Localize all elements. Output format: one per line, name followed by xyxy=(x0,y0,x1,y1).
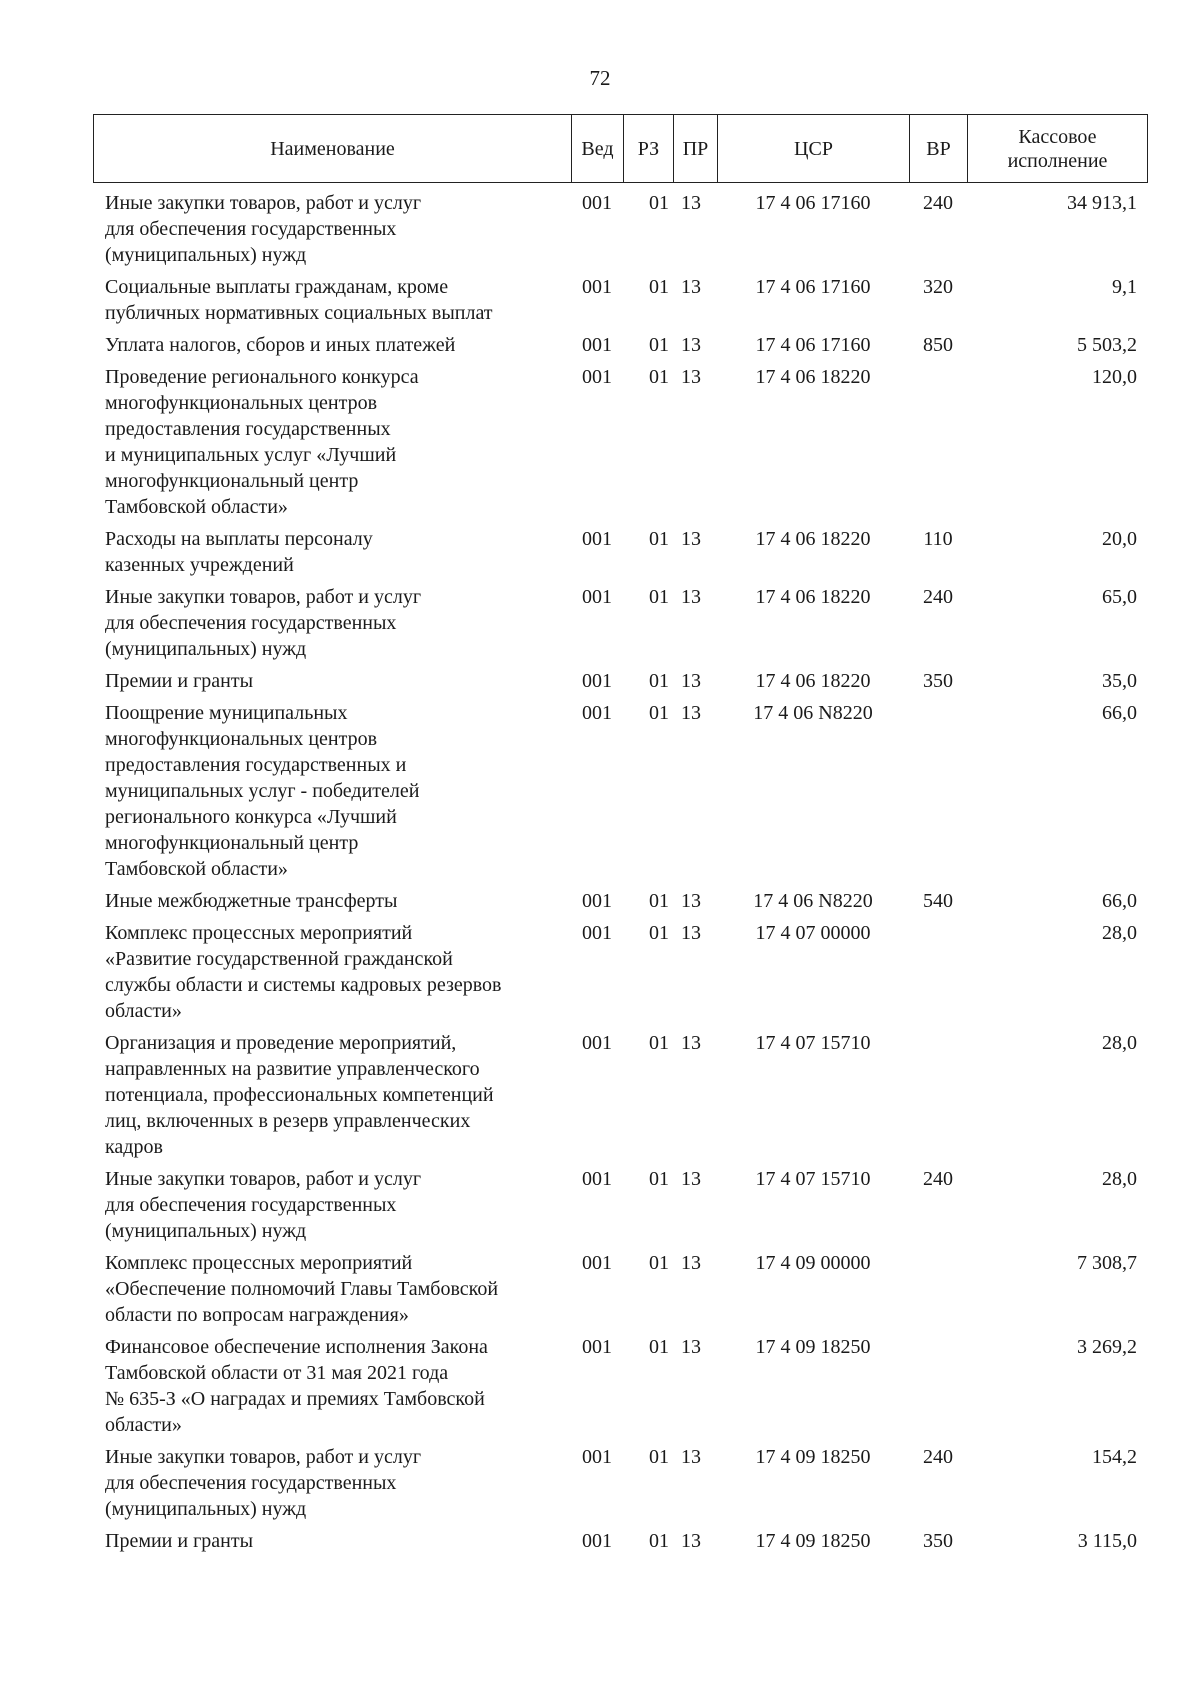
row-sum: 28,0 xyxy=(1102,922,1137,944)
row-name: Расходы на выплаты персоналу казенных учреждений xyxy=(105,528,373,576)
row-name: Иные межбюджетные трансферты xyxy=(105,890,398,912)
row-rz: 01 xyxy=(649,276,669,298)
row-csr: 17 4 07 00000 xyxy=(755,922,871,944)
table-row xyxy=(93,364,1147,520)
row-csr: 17 4 06 18220 xyxy=(755,586,871,608)
row-name: Уплата налогов, сборов и иных платежей xyxy=(105,334,456,356)
row-ved: 001 xyxy=(582,1530,612,1552)
row-name: Иные закупки товаров, работ и услуг для обеспечения государственных (муниципальных) нужд xyxy=(105,192,422,266)
row-vr xyxy=(909,920,967,1024)
row-name: Поощрение муниципальных многофункциональных центров предоставления государственных и муниципальных услуг - победителей регионального конкурса «Лучший многофункциональный центр Тамбовской области» xyxy=(105,702,420,880)
row-rz: 01 xyxy=(649,1336,669,1358)
table-row xyxy=(93,526,1147,578)
row-name: Премии и гранты xyxy=(105,670,254,692)
row-rz: 01 xyxy=(649,334,669,356)
table-row xyxy=(93,584,1147,662)
row-vr xyxy=(909,1030,967,1160)
row-csr: 17 4 06 N8220 xyxy=(753,890,873,912)
row-ved: 001 xyxy=(582,276,612,298)
row-rz: 01 xyxy=(649,890,669,912)
table-row xyxy=(93,1166,1147,1244)
table-row xyxy=(93,888,1147,914)
row-vr: 240 xyxy=(923,192,953,214)
row-rz: 01 xyxy=(649,528,669,550)
table-header xyxy=(93,114,1148,183)
row-vr: 350 xyxy=(923,670,953,692)
table-body xyxy=(93,190,1147,1560)
row-pr: 13 xyxy=(681,702,701,724)
row-pr: 13 xyxy=(681,528,701,550)
row-csr: 17 4 07 15710 xyxy=(755,1032,871,1054)
row-sum: 28,0 xyxy=(1102,1168,1137,1190)
header-ved: Вед xyxy=(572,115,624,183)
row-csr: 17 4 09 00000 xyxy=(755,1252,871,1274)
row-sum: 20,0 xyxy=(1102,528,1137,550)
row-ved: 001 xyxy=(582,702,612,724)
row-ved: 001 xyxy=(582,366,612,388)
row-csr: 17 4 06 N8220 xyxy=(753,702,873,724)
row-sum: 154,2 xyxy=(1092,1446,1137,1468)
row-vr: 350 xyxy=(923,1530,953,1552)
row-sum: 3 115,0 xyxy=(1077,1530,1137,1552)
row-rz: 01 xyxy=(649,702,669,724)
table-row xyxy=(93,190,1147,268)
row-sum: 9,1 xyxy=(1112,276,1137,298)
row-name: Организация и проведение мероприятий, направленных на развитие управленческого потенциала, профессиональных компетенций лиц, включенных в резерв управленческих кадров xyxy=(105,1032,494,1158)
header-sum-line2: исполнение xyxy=(1007,149,1108,172)
row-ved: 001 xyxy=(582,1446,612,1468)
header-sum-line1: Кассовое xyxy=(1018,125,1097,148)
row-csr: 17 4 06 18220 xyxy=(755,670,871,692)
row-ved: 001 xyxy=(582,890,612,912)
row-csr: 17 4 09 18250 xyxy=(755,1336,871,1358)
row-ved: 001 xyxy=(582,192,612,214)
row-vr: 540 xyxy=(923,890,953,912)
header-pr: ПР xyxy=(674,115,718,183)
row-name: Финансовое обеспечение исполнения Закона Тамбовской области от 31 мая 2021 года № 635-З «О наградах и премиях Тамбовской области» xyxy=(105,1336,488,1436)
row-csr: 17 4 07 15710 xyxy=(755,1168,871,1190)
row-pr: 13 xyxy=(681,670,701,692)
row-ved: 001 xyxy=(582,1252,612,1274)
row-pr: 13 xyxy=(681,1032,701,1054)
row-rz: 01 xyxy=(649,586,669,608)
row-rz: 01 xyxy=(649,366,669,388)
header-vr: ВР xyxy=(910,115,968,183)
row-pr: 13 xyxy=(681,890,701,912)
row-ved: 001 xyxy=(582,1336,612,1358)
table-row xyxy=(93,920,1147,1024)
row-rz: 01 xyxy=(649,1530,669,1552)
row-ved: 001 xyxy=(582,1168,612,1190)
row-sum: 28,0 xyxy=(1102,1032,1137,1054)
row-sum: 7 308,7 xyxy=(1077,1252,1137,1274)
table-row xyxy=(93,700,1147,882)
row-vr: 240 xyxy=(923,586,953,608)
row-ved: 001 xyxy=(582,586,612,608)
row-name: Комплекс процессных мероприятий «Развитие государственной гражданской службы области и системы кадровых резервов области» xyxy=(105,922,502,1022)
row-name: Премии и гранты xyxy=(105,1530,254,1552)
row-vr: 110 xyxy=(923,528,953,550)
table-row xyxy=(93,274,1147,326)
row-pr: 13 xyxy=(681,334,701,356)
row-csr: 17 4 06 18220 xyxy=(755,366,871,388)
row-vr: 320 xyxy=(923,276,953,298)
table-row xyxy=(93,1030,1147,1160)
row-rz: 01 xyxy=(649,1168,669,1190)
table-row xyxy=(93,1334,1147,1438)
row-ved: 001 xyxy=(582,670,612,692)
row-pr: 13 xyxy=(681,366,701,388)
row-rz: 01 xyxy=(649,1446,669,1468)
row-sum: 34 913,1 xyxy=(1067,192,1137,214)
row-csr: 17 4 09 18250 xyxy=(755,1530,871,1552)
row-name: Социальные выплаты гражданам, кроме публичных нормативных социальных выплат xyxy=(105,276,493,324)
row-name: Проведение регионального конкурса многофункциональных центров предоставления государственных и муниципальных услуг «Лучший многофункциональный центр Тамбовской области» xyxy=(105,366,419,518)
table-row xyxy=(93,332,1147,358)
row-pr: 13 xyxy=(681,276,701,298)
row-sum: 5 503,2 xyxy=(1077,334,1137,356)
row-rz: 01 xyxy=(649,1032,669,1054)
row-sum: 120,0 xyxy=(1092,366,1137,388)
row-rz: 01 xyxy=(649,1252,669,1274)
row-ved: 001 xyxy=(582,1032,612,1054)
row-sum: 66,0 xyxy=(1102,702,1137,724)
table-row xyxy=(93,1250,1147,1328)
row-csr: 17 4 06 17160 xyxy=(755,334,871,356)
row-csr: 17 4 06 18220 xyxy=(755,528,871,550)
row-vr xyxy=(909,1334,967,1438)
header-csr: ЦСР xyxy=(718,115,910,183)
row-pr: 13 xyxy=(681,1336,701,1358)
row-ved: 001 xyxy=(582,922,612,944)
row-ved: 001 xyxy=(582,334,612,356)
row-pr: 13 xyxy=(681,1168,701,1190)
row-vr: 240 xyxy=(923,1168,953,1190)
row-sum: 65,0 xyxy=(1102,586,1137,608)
row-csr: 17 4 06 17160 xyxy=(755,192,871,214)
row-vr: 240 xyxy=(923,1446,953,1468)
row-ved: 001 xyxy=(582,528,612,550)
row-rz: 01 xyxy=(649,670,669,692)
row-rz: 01 xyxy=(649,192,669,214)
row-vr xyxy=(909,700,967,882)
row-pr: 13 xyxy=(681,922,701,944)
header-rz: РЗ xyxy=(624,115,674,183)
row-pr: 13 xyxy=(681,1252,701,1274)
row-vr: 850 xyxy=(923,334,953,356)
row-vr xyxy=(909,1250,967,1328)
table-row xyxy=(93,1444,1147,1522)
row-sum: 35,0 xyxy=(1102,670,1137,692)
row-pr: 13 xyxy=(681,1530,701,1552)
row-name: Иные закупки товаров, работ и услуг для обеспечения государственных (муниципальных) нужд xyxy=(105,1168,422,1242)
row-name: Комплекс процессных мероприятий «Обеспечение полномочий Главы Тамбовской области по вопросам награждения» xyxy=(105,1252,499,1326)
row-pr: 13 xyxy=(681,1446,701,1468)
row-sum: 66,0 xyxy=(1102,890,1137,912)
table-row xyxy=(93,668,1147,694)
table-row xyxy=(93,1528,1147,1554)
row-csr: 17 4 06 17160 xyxy=(755,276,871,298)
row-name: Иные закупки товаров, работ и услуг для обеспечения государственных (муниципальных) нужд xyxy=(105,586,422,660)
header-name: Наименование xyxy=(94,115,572,183)
row-pr: 13 xyxy=(681,586,701,608)
header-sum xyxy=(968,115,1148,183)
row-name: Иные закупки товаров, работ и услуг для обеспечения государственных (муниципальных) нужд xyxy=(105,1446,422,1520)
row-csr: 17 4 09 18250 xyxy=(755,1446,871,1468)
row-vr xyxy=(909,364,967,520)
page-number: 72 xyxy=(589,66,611,90)
row-sum: 3 269,2 xyxy=(1077,1336,1137,1358)
row-pr: 13 xyxy=(681,192,701,214)
row-rz: 01 xyxy=(649,922,669,944)
